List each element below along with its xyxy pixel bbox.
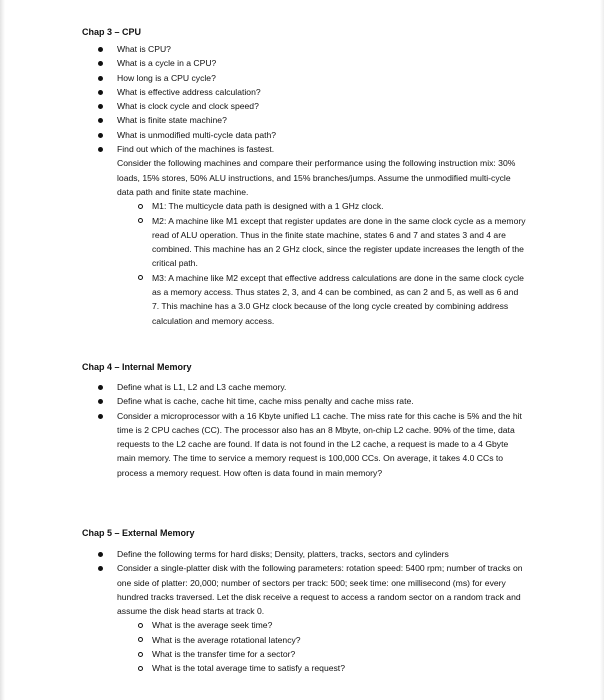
chap3-heading: Chap 3 – CPU (82, 27, 142, 37)
chap4-heading: Chap 4 – Internal Memory (82, 362, 192, 372)
chap3-machine-intro: Consider the following machines and compare their performance using the following instruction mix: 30% loads, 15% stores, 50% ALU instructions, and 15% branches/jumps. Assume the unmodified multi-cycle data path and finite state machine. (117, 158, 516, 197)
chap3-question: What is effective address calculation? (117, 85, 527, 99)
chap5-question: Define the following terms for hard disks; Density, platters, tracks, sectors and cylinders (117, 547, 527, 561)
chap4-question: Define what is cache, cache hit time, cache miss penalty and cache miss rate. (117, 394, 527, 408)
bullet-icon (98, 147, 103, 152)
machine-item: M3: A machine like M2 except that effective address calculations are done in the same clock cycle as a memory access. Thus states 2, 3, and 4 can be combined, as can 2 and 5, as well as 6 and 7. This machine has a 3.0 GHz clock because of the long cycle created by combining address calculation and memory access. (152, 271, 527, 328)
bullet-icon (98, 61, 103, 66)
chap5-heading: Chap 5 – External Memory (82, 528, 195, 538)
bullet-icon (98, 133, 103, 138)
circle-bullet-icon (138, 275, 143, 280)
circle-bullet-icon (138, 666, 143, 671)
disk-question: What is the average rotational latency? (152, 633, 527, 647)
chap4-question-list (117, 380, 527, 480)
disk-question: What is the total average time to satisfy a request? (152, 661, 527, 675)
bullet-icon (98, 399, 103, 404)
chap4-question: Consider a microprocessor with a 16 Kbyte unified L1 cache. The miss rate for this cache is 5% and the hit time is 2 CPU caches (CC). The processor also has an 8 Mbyte, on-chip L2 cache. 90% of the time, data requests to the L2 cache are found. If data is not found in the L2 cache, a request is made to a 4 Gbyte main memory. The time to service a memory request is 100,000 CCs. On average, it takes 4.0 CCs to process a memory request. How often is data found in main memory? (117, 409, 527, 480)
machine-item: M1: The multicycle data path is designed with a 1 GHz clock. (152, 199, 527, 213)
disk-question: What is the transfer time for a sector? (152, 647, 527, 661)
bullet-icon (98, 104, 103, 109)
bullet-icon (98, 414, 103, 419)
circle-bullet-icon (138, 652, 143, 657)
circle-bullet-icon (138, 637, 143, 642)
bullet-icon (98, 385, 103, 390)
bullet-icon (98, 90, 103, 95)
chap4-question: Define what is L1, L2 and L3 cache memory. (117, 380, 527, 394)
chap3-question-fastest: Find out which of the machines is fastest. Consider the following machines and compare their performance using the following instruction mix: 30% loads, 15% stores, 50% ALU instructions, and 15% branches/jumps. Assume the unmodified multi-cycle data path and finite state machine. M1: The multicycle data path is designed with a 1 GHz clock. M2: A machine like M1 except that register updates are done in the same clock cycle as a memory read of ALU operation. Thus in the finite state machine, states 6 and 7 and states 3 and 4 are combined. This machine has an 2 GHz clock, since the register update increases the length of the critical path. M3: A machine like M2 except that effective address calculations are done in the same clock cycle as a memory access. Thus states 2, 3, and 4 can be combined, as can 2 and 5, as well as 6 and 7. This machine has a 3.0 GHz clock because of the long cycle created by combining address calculation and memory access. (117, 142, 527, 328)
chap5-question: Consider a single-platter disk with the following parameters: rotation speed: 5400 rpm; number of tracks on one side of platter: 20,000; number of sectors per track: 500; seek time: one millisecond (ms) for every hundred tracks traversed. Let the disk receive a request to access a random sector on a random track and assume the disk head starts at track 0. What is the average seek time? What is the average rotational latency? What is the transfer time for a sector? What is the total average time to satisfy a request? (117, 561, 527, 675)
page-right-edge-shadow (600, 0, 604, 700)
bullet-icon (98, 76, 103, 81)
bullet-icon (98, 118, 103, 123)
machine-list (117, 199, 527, 328)
circle-bullet-icon (138, 218, 143, 223)
machine-item: M2: A machine like M1 except that register updates are done in the same clock cycle as a memory read of ALU operation. Thus in the finite state machine, states 6 and 7 and states 3 and 4 are combined. This machine has an 2 GHz clock, since the register update increases the length of the critical path. (152, 214, 527, 271)
circle-bullet-icon (138, 623, 143, 628)
bullet-icon (98, 566, 103, 571)
disk-question: What is the average seek time? (152, 618, 527, 632)
circle-bullet-icon (138, 204, 143, 209)
chap3-question: What is finite state machine? (117, 113, 527, 127)
chap5-question-list (117, 547, 527, 676)
disk-question-list (117, 618, 527, 675)
chap3-question: What is clock cycle and clock speed? (117, 99, 527, 113)
chap3-question: How long is a CPU cycle? (117, 71, 527, 85)
chap3-question-list (117, 42, 527, 328)
chap3-question: What is CPU? (117, 42, 527, 56)
page-left-edge-shadow (0, 0, 5, 700)
bullet-icon (98, 47, 103, 52)
chap3-question: What is unmodified multi-cycle data path? (117, 128, 527, 142)
bullet-icon (98, 552, 103, 557)
chap3-question: What is a cycle in a CPU? (117, 56, 527, 70)
